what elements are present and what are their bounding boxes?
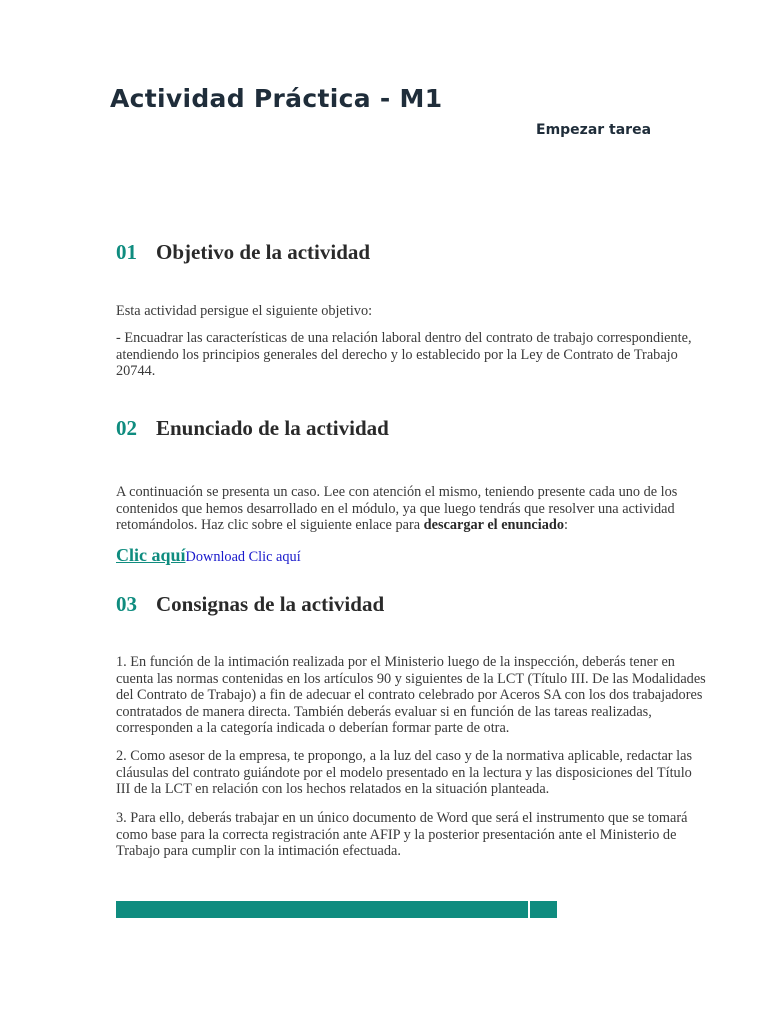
enunciado-end: : [563, 517, 568, 534]
enunciado-bold: descargar el enunciado [423, 517, 564, 534]
enunciado-text: A continuación se presenta un caso. Lee con atención el mismo, teniendo presente cada uno de los contenidos que hemos desarrollado en el módulo, ya que luego tendrás que resolver una actividad retomándolos. Haz clic sobre el siguiente enlace para [116, 484, 678, 534]
consigna-item-2: 2. Como asesor de la empresa, te propongo, a la luz del caso y de la normativa aplicable, redactar las cláusulas del contrato guiándote por el modelo presentado en la lectura y las disposiciones del Título III de la LCT en relación con los hechos relatados en la situación planteada. [116, 748, 693, 798]
download-clic-aqui-link[interactable]: Download Clic aquí [185, 549, 301, 565]
section-heading-consignas [116, 592, 384, 617]
enunciado-body [116, 484, 706, 534]
section-title: Objetivo de la actividad [156, 240, 371, 264]
footer-bar [116, 901, 528, 918]
footer-bar-segment [530, 901, 557, 918]
clic-aqui-link[interactable]: Clic aquí [116, 545, 186, 565]
section-number: 01 [116, 240, 137, 264]
section-number: 02 [116, 416, 137, 440]
start-task-link[interactable]: Empezar tarea [536, 122, 652, 138]
section-title: Consignas de la actividad [156, 592, 385, 616]
section-heading-enunciado [116, 416, 389, 441]
consigna-item-1: 1. En función de la intimación realizada por el Ministerio luego de la inspección, deberás tener en cuenta las normas contenidas en los artículos 90 y siguientes de la LCT (Título III. De las Modalidades del Contrato de Trabajo) a fin de adecuar el contrato celebrado por Aceros SA con los dos trabajadores contratados de manera directa. También deberás evaluar si en función de las tareas realizadas, corresponden a la categoría indicada o deberían formar parte de otra. [116, 654, 706, 737]
section-title: Enunciado de la actividad [156, 416, 389, 440]
section-heading-objetivo [116, 240, 370, 265]
objetivo-intro: Esta actividad persigue el siguiente objetivo: [116, 303, 373, 319]
objetivo-bullet: - Encuadrar las características de una relación laboral dentro del contrato de trabajo correspondiente, atendiendo los principios generales del derecho y lo establecido por la Ley de Contrato de Trabajo 20744. [116, 330, 692, 380]
download-link-row [116, 545, 301, 566]
consigna-item-3: 3. Para ello, deberás trabajar en un único documento de Word que será el instrumento que se tomará como base para la correcta registración ante AFIP y la posterior presentación ante el Ministerio de Trabajo para cumplir con la intimación efectuada. [116, 810, 688, 860]
page-title: Actividad Práctica - M1 [110, 84, 443, 113]
section-number: 03 [116, 592, 137, 616]
